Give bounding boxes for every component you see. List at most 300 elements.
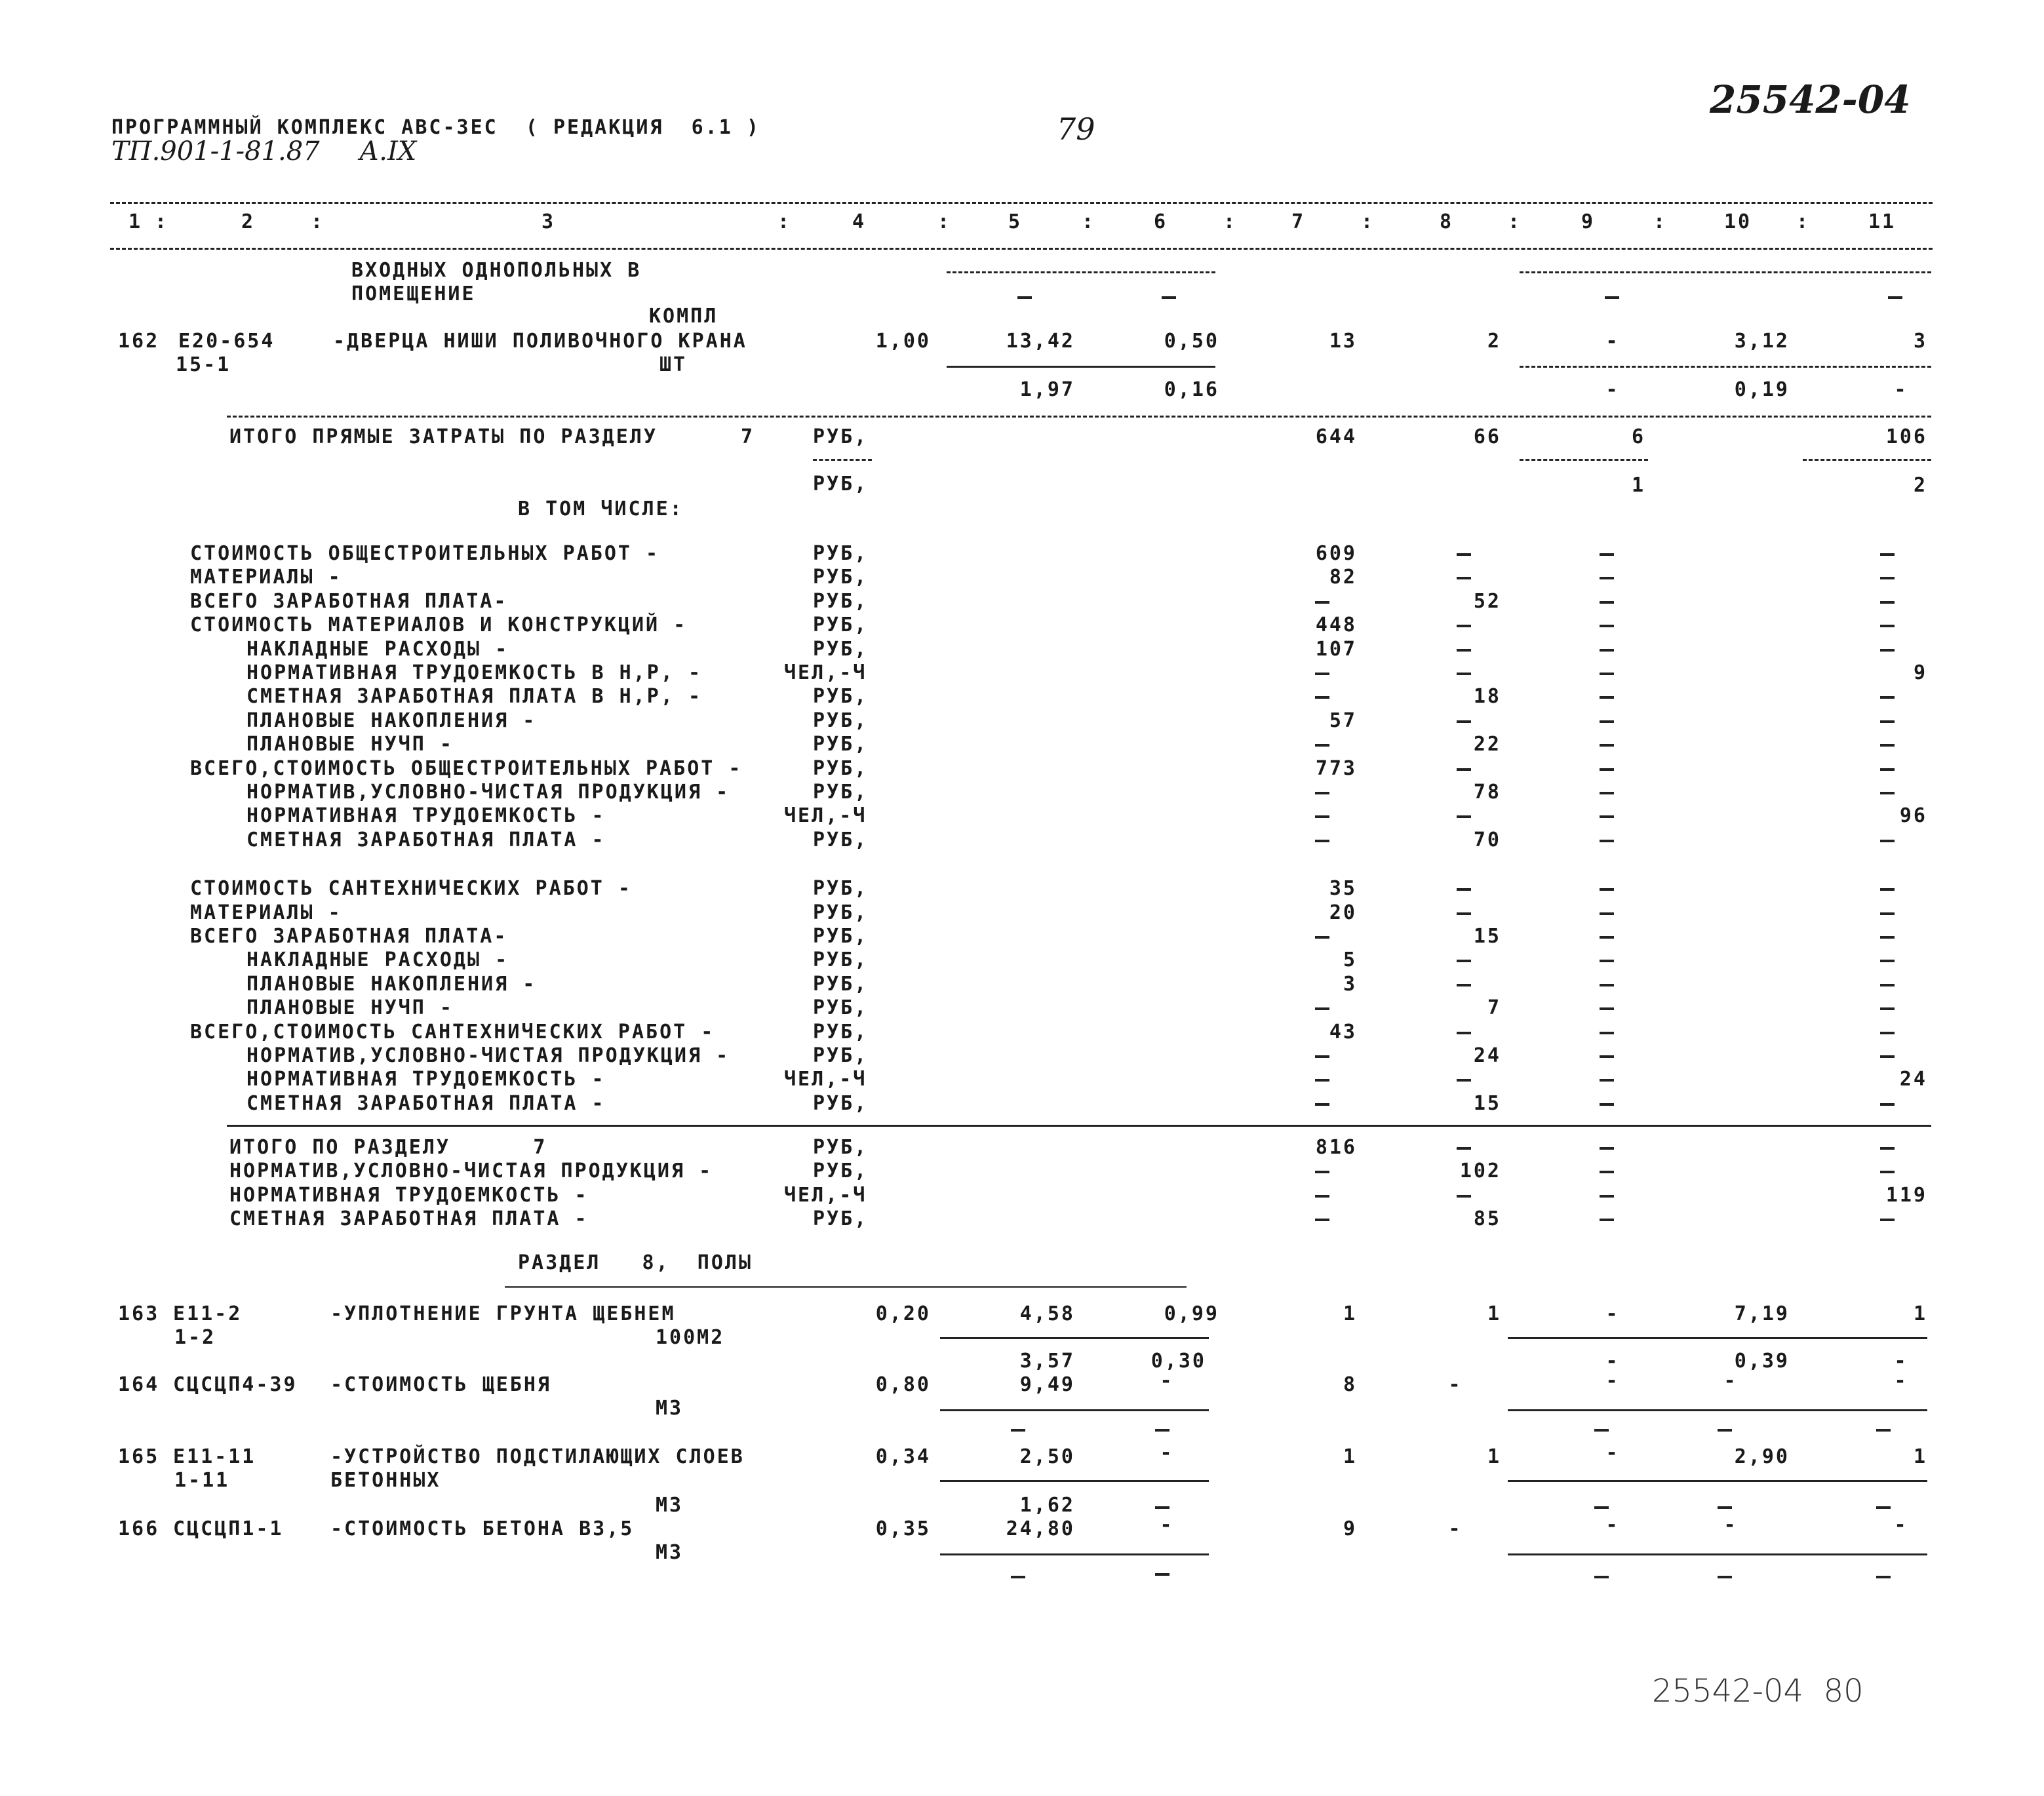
breakdown-label: ВСЕГО,СТОИМОСТЬ ОБЩЕСТРОИТЕЛЬНЫХ РАБОТ - <box>190 756 743 780</box>
subtotal-rule <box>1508 1480 1927 1482</box>
cell-c9: - <box>1605 1513 1620 1536</box>
dash-mark <box>1600 577 1614 579</box>
breakdown-label: НАКЛАДНЫЕ РАСХОДЫ - <box>246 948 509 972</box>
cell-c6: - <box>1160 1441 1174 1464</box>
dash-mark <box>1880 1171 1895 1173</box>
rate-code: 1-11 <box>174 1469 230 1492</box>
dash-mark <box>1011 1576 1025 1578</box>
dash-mark <box>1315 936 1329 939</box>
dash-mark <box>1880 792 1895 794</box>
unit-label: РУБ, <box>813 1044 869 1067</box>
work-name: -УПЛОТНЕНИЕ ГРУНТА ЩЕБНЕМ <box>330 1302 676 1325</box>
subtotal-rule <box>940 1553 1209 1555</box>
dash-mark <box>1600 1147 1614 1150</box>
subtotal-rule <box>940 1409 1209 1411</box>
section-title: РАЗДЕЛ 8, ПОЛЫ <box>518 1251 753 1274</box>
dash-mark <box>1457 912 1471 915</box>
dash-mark <box>1880 888 1895 891</box>
cell-c11: 3 <box>1913 330 1927 353</box>
breakdown-label: СТОИМОСТЬ МАТЕРИАЛОВ И КОНСТРУКЦИЙ - <box>190 614 688 637</box>
subtotal-rule <box>1520 366 1931 368</box>
total-direct-costs-label: ИТОГО ПРЯМЫЕ ЗАТРАТЫ ПО РАЗДЕЛУ <box>229 425 658 448</box>
rate-code: СЦСЦП4-39 <box>173 1373 298 1396</box>
work-name: -СТОИМОСТЬ ЩЕБНЯ <box>330 1373 551 1396</box>
rate-code: Е20-654 <box>178 330 275 353</box>
dash-mark <box>1600 768 1614 771</box>
dash-mark <box>1880 768 1895 771</box>
unit-label: РУБ, <box>813 637 869 661</box>
quantity: 1,00 <box>875 330 931 353</box>
column-number-11: 11 <box>1868 210 1897 233</box>
cell-c8: 102 <box>1459 1160 1501 1183</box>
continued-text-line: ВХОДНЫХ ОДНОПОЛЬНЫХ В <box>351 259 642 282</box>
work-name: -УСТРОЙСТВО ПОДСТИЛАЮЩИХ СЛОЕВ <box>330 1445 745 1468</box>
unit-label: РУБ, <box>813 733 869 756</box>
breakdown-label: ПЛАНОВЫЕ НАКОПЛЕНИЯ - <box>246 972 537 996</box>
quantity: 0,20 <box>875 1302 931 1325</box>
cell-c9: - <box>1605 1441 1620 1464</box>
row-number: 162 <box>118 330 160 353</box>
dash-mark <box>1888 296 1902 299</box>
cell-c7: 1 <box>1343 1445 1357 1468</box>
cell-c11: 1 <box>1913 1302 1927 1325</box>
cell-c10: 3,12 <box>1734 330 1790 353</box>
project-code: ТП.901-1-81.87 <box>111 136 320 166</box>
column-separator: : <box>1082 210 1096 233</box>
unit-label: РУБ, <box>813 781 869 804</box>
dash-mark <box>1600 625 1614 627</box>
cell-c7: 5 <box>1343 948 1357 972</box>
cell-c7: 448 <box>1315 614 1357 637</box>
dash-mark <box>1876 1429 1891 1432</box>
cell-c11: 9 <box>1913 661 1927 684</box>
dash-mark <box>1600 649 1614 652</box>
breakdown-label: МАТЕРИАЛЫ - <box>190 566 342 589</box>
dash-mark <box>1017 296 1032 299</box>
dash-mark <box>1600 1055 1614 1058</box>
unit-label: ЧЕЛ,-Ч <box>784 1183 867 1207</box>
breakdown-label: ВСЕГО ЗАРАБОТНАЯ ПЛАТА- <box>190 589 508 613</box>
rate-code: Е11-11 <box>173 1445 256 1468</box>
cell-c10-labor: 0,19 <box>1734 378 1790 401</box>
column-separator: : <box>777 210 792 233</box>
dash-mark <box>1600 936 1614 939</box>
column-number-3: 3 <box>541 210 556 233</box>
cell-c8: - <box>1448 1373 1463 1396</box>
subtotal-rule <box>1508 1409 1927 1411</box>
dash-mark <box>1880 984 1895 986</box>
dash-mark <box>1011 1429 1025 1432</box>
cell-c6: 0,50 <box>1164 330 1219 353</box>
cell-c7: 609 <box>1315 542 1357 565</box>
subtotal-rule <box>1508 1553 1927 1555</box>
header-top-rule <box>110 202 1933 204</box>
cell-c5: 13,42 <box>1006 330 1075 353</box>
cell-c8: 22 <box>1473 733 1501 756</box>
dash-mark <box>1457 888 1471 891</box>
cell-c10: 7,19 <box>1734 1302 1790 1325</box>
cell-c11: 96 <box>1899 804 1927 828</box>
cell-c8: 15 <box>1473 925 1501 948</box>
dash-mark <box>1315 673 1329 675</box>
quantity: 0,34 <box>875 1445 931 1468</box>
dash-mark <box>1315 1195 1329 1198</box>
breakdown-label: НАКЛАДНЫЕ РАСХОДЫ - <box>246 637 509 661</box>
cell-c9: - <box>1605 1369 1620 1392</box>
column-number-6: 6 <box>1154 210 1168 233</box>
dash-mark <box>1880 912 1895 915</box>
subtotal-rule <box>940 1480 1209 1482</box>
dash-mark <box>1162 296 1176 299</box>
dash-mark <box>1880 744 1895 747</box>
breakdown-label: НОРМАТИВ,УСЛОВНО-ЧИСТАЯ ПРОДУКЦИЯ - <box>246 1044 730 1067</box>
dash-mark <box>1600 553 1614 556</box>
dash-mark <box>1600 1007 1614 1010</box>
subtotal-rule <box>1508 1337 1927 1339</box>
dash-mark <box>1600 792 1614 794</box>
unit-label: РУБ, <box>813 1091 869 1115</box>
column-separator: : <box>1653 210 1668 233</box>
cell-c8: 15 <box>1473 1091 1501 1115</box>
column-separator: : <box>937 210 952 233</box>
dash-mark <box>1315 1103 1329 1106</box>
unit-label: РУБ, <box>813 425 869 448</box>
cell-c8: 24 <box>1473 1044 1501 1067</box>
dash-mark <box>1315 1079 1329 1082</box>
dash-mark <box>1457 673 1471 675</box>
cell-c5: 2,50 <box>1019 1445 1075 1468</box>
breakdown-label: ПЛАНОВЫЕ НУЧП - <box>246 733 454 756</box>
dash-mark <box>1880 625 1895 627</box>
column-separator: : <box>155 210 169 233</box>
cell-c5-labor: 3,57 <box>1019 1350 1075 1373</box>
cell-c9-labor: 1 <box>1631 474 1645 497</box>
cell-c7: 8 <box>1343 1373 1357 1396</box>
dash-mark <box>1457 1079 1471 1082</box>
cell-c7: 1 <box>1343 1302 1357 1325</box>
dash-mark <box>1457 720 1471 723</box>
cell-c11-labor: - <box>1894 378 1908 401</box>
cell-c6: 0,99 <box>1164 1302 1219 1325</box>
cell-c7: 43 <box>1329 1020 1357 1044</box>
cell-c5: 4,58 <box>1019 1302 1075 1325</box>
dash-mark <box>1880 1147 1895 1150</box>
cell-c8: 70 <box>1473 828 1501 851</box>
cell-c7: 20 <box>1329 901 1357 924</box>
cell-c6: - <box>1160 1369 1174 1392</box>
dash-mark <box>1600 601 1614 604</box>
cell-c11: 106 <box>1885 425 1927 448</box>
dash-mark <box>1880 1007 1895 1010</box>
unit-label: РУБ, <box>813 972 869 996</box>
unit-label: КОМПЛ <box>649 305 718 328</box>
cell-c8: 85 <box>1473 1207 1501 1231</box>
dash-mark <box>1600 696 1614 699</box>
subtotal-rule <box>1520 271 1931 273</box>
section-total-label: НОРМАТИВ,УСЛОВНО-ЧИСТАЯ ПРОДУКЦИЯ - <box>229 1160 713 1183</box>
section-total-label: СМЕТНАЯ ЗАРАБОТНАЯ ПЛАТА - <box>229 1207 589 1231</box>
column-number-2: 2 <box>241 210 256 233</box>
dash-mark <box>1880 1219 1895 1221</box>
dash-mark <box>1457 1195 1471 1198</box>
row-number: 163 <box>118 1302 160 1325</box>
dash-mark <box>1594 1576 1609 1578</box>
footer-doc-note: 25542-04 80 <box>1652 1673 1864 1709</box>
subtotal-rule <box>940 1337 1209 1339</box>
cell-c7: 57 <box>1329 709 1357 732</box>
cell-c9: - <box>1605 330 1620 353</box>
cell-c9: - <box>1605 1302 1620 1325</box>
unit-label: 100М2 <box>656 1326 725 1349</box>
dash-mark <box>1876 1576 1891 1578</box>
cell-c5: 9,49 <box>1019 1373 1075 1396</box>
cell-c8: 1 <box>1487 1302 1501 1325</box>
quantity: 0,35 <box>875 1517 931 1540</box>
breakdown-label: НОРМАТИВНАЯ ТРУДОЕМКОСТЬ В Н,Р, - <box>246 661 703 684</box>
dash-mark <box>1457 625 1471 627</box>
row-number: 165 <box>118 1445 160 1468</box>
cell-c7: 35 <box>1329 877 1357 901</box>
column-separator: : <box>1223 210 1238 233</box>
column-number-10: 10 <box>1724 210 1752 233</box>
unit-label: ЧЕЛ,-Ч <box>784 804 867 828</box>
cell-c11: - <box>1894 1369 1908 1392</box>
quantity: 0,80 <box>875 1373 931 1396</box>
breakdown-label: МАТЕРИАЛЫ - <box>190 901 342 924</box>
section-title-rule <box>505 1286 1187 1288</box>
dash-mark <box>1155 1429 1169 1432</box>
column-number-9: 9 <box>1581 210 1596 233</box>
rate-code: 1-2 <box>174 1326 216 1349</box>
breakdown-label: ВСЕГО ЗАРАБОТНАЯ ПЛАТА- <box>190 925 508 948</box>
column-separator: : <box>311 210 325 233</box>
column-separator: : <box>1796 210 1811 233</box>
dash-mark <box>1880 840 1895 842</box>
dash-mark <box>1880 720 1895 723</box>
unit-label: РУБ, <box>813 566 869 589</box>
dash-mark <box>1600 1171 1614 1173</box>
dash-mark <box>1315 696 1329 699</box>
cell-c8: 52 <box>1473 589 1501 613</box>
dash-mark <box>1600 815 1614 818</box>
dash-mark <box>1315 601 1329 604</box>
dash-mark <box>1600 1079 1614 1082</box>
cell-c8: 7 <box>1487 996 1501 1020</box>
dash-mark <box>1600 1103 1614 1106</box>
unit-label: РУБ, <box>813 901 869 924</box>
dash-mark <box>1457 984 1471 986</box>
cell-c10: - <box>1723 1513 1738 1536</box>
column-separator: : <box>1508 210 1522 233</box>
breakdown-label: СМЕТНАЯ ЗАРАБОТНАЯ ПЛАТА В Н,Р, - <box>246 685 703 709</box>
dash-mark <box>1600 984 1614 986</box>
breakdown-label: СМЕТНАЯ ЗАРАБОТНАЯ ПЛАТА - <box>246 828 606 851</box>
breakdown-label: НОРМАТИВНАЯ ТРУДОЕМКОСТЬ - <box>246 804 606 828</box>
dash-mark <box>1155 1506 1169 1509</box>
unit-label: РУБ, <box>813 709 869 732</box>
dash-mark <box>1315 1219 1329 1221</box>
cell-c8: 66 <box>1473 425 1501 448</box>
subtotal-rule <box>947 271 1215 273</box>
dash-mark <box>1880 960 1895 962</box>
dash-mark <box>1457 1147 1471 1150</box>
dash-mark <box>1880 553 1895 556</box>
rate-code: СЦСЦП1-1 <box>173 1517 284 1540</box>
unit-label: М3 <box>656 1494 684 1517</box>
program-header: ПРОГРАММНЫЙ КОМПЛЕКС АВС-3ЕС ( РЕДАКЦИЯ 6.1 ) <box>111 116 760 139</box>
cell-c9-labor: - <box>1605 1350 1620 1373</box>
dash-mark <box>1600 888 1614 891</box>
cell-c7: 816 <box>1315 1136 1357 1159</box>
breakdown-label: СТОИМОСТЬ ОБЩЕСТРОИТЕЛЬНЫХ РАБОТ - <box>190 542 660 565</box>
page-number: 79 <box>1057 111 1095 147</box>
cell-c6-labor: 0,30 <box>1150 1350 1206 1373</box>
unit-label: РУБ, <box>813 1136 869 1159</box>
section-num: 7 <box>741 425 755 448</box>
breakdown-label: ПЛАНОВЫЕ НАКОПЛЕНИЯ - <box>246 709 537 732</box>
dash-mark <box>1315 1055 1329 1058</box>
dash-mark <box>1600 1032 1614 1034</box>
dash-mark <box>1315 840 1329 842</box>
header-bottom-rule <box>110 248 1933 250</box>
dash-mark <box>1155 1573 1169 1576</box>
dash-mark <box>1315 1171 1329 1173</box>
cell-c10-labor: 0,39 <box>1734 1350 1790 1373</box>
dash-mark <box>1600 673 1614 675</box>
dash-mark <box>1600 744 1614 747</box>
cell-c11-labor: 2 <box>1913 474 1927 497</box>
unit-label: М3 <box>656 1541 684 1564</box>
dash-mark <box>1880 696 1895 699</box>
breakdown-label: СТОИМОСТЬ САНТЕХНИЧЕСКИХ РАБОТ - <box>190 877 632 901</box>
unit-label: М3 <box>656 1397 684 1420</box>
dash-mark <box>1600 840 1614 842</box>
column-number-5: 5 <box>1008 210 1023 233</box>
cell-c7: 107 <box>1315 637 1357 661</box>
including-label: В ТОМ ЧИСЛЕ: <box>518 498 684 520</box>
cell-c8: 2 <box>1487 330 1501 353</box>
dash-mark <box>1457 577 1471 579</box>
dash-mark <box>1457 768 1471 771</box>
work-name: БЕТОННЫХ <box>330 1469 441 1492</box>
dash-mark <box>1457 1032 1471 1034</box>
unit-label: РУБ, <box>813 996 869 1020</box>
column-number-8: 8 <box>1440 210 1454 233</box>
cell-c7: 3 <box>1343 972 1357 996</box>
dash-mark <box>1600 960 1614 962</box>
cell-c7: 644 <box>1315 425 1357 448</box>
cell-c6: - <box>1160 1513 1174 1536</box>
dash-mark <box>1594 1429 1609 1432</box>
dash-mark <box>1315 792 1329 794</box>
dash-mark <box>1457 553 1471 556</box>
breakdown-label: СМЕТНАЯ ЗАРАБОТНАЯ ПЛАТА - <box>246 1091 606 1115</box>
column-separator: : <box>1361 210 1375 233</box>
dash-mark <box>1315 815 1329 818</box>
dash-mark <box>1315 744 1329 747</box>
cell-c5-labor: 1,97 <box>1019 378 1075 401</box>
breakdown-label: ПЛАНОВЫЕ НУЧП - <box>246 996 454 1020</box>
dash-mark <box>1880 649 1895 652</box>
dash-mark <box>1880 936 1895 939</box>
section-rule <box>227 416 1931 418</box>
work-name: -ДВЕРЦА НИШИ ПОЛИВОЧНОГО КРАНА <box>333 330 747 353</box>
subtotal-rule <box>813 459 872 461</box>
row-number: 164 <box>118 1373 160 1396</box>
dash-mark <box>1876 1506 1891 1509</box>
breakdown-label: НОРМАТИВ,УСЛОВНО-ЧИСТАЯ ПРОДУКЦИЯ - <box>246 781 730 804</box>
unit-label: РУБ, <box>813 473 869 496</box>
subtotal-rule <box>1803 459 1931 461</box>
dash-mark <box>1594 1506 1609 1509</box>
dash-mark <box>1600 912 1614 915</box>
cell-c5: 24,80 <box>1006 1517 1075 1540</box>
cell-c8: - <box>1448 1517 1463 1540</box>
dash-mark <box>1880 1055 1895 1058</box>
cell-c6-labor: 0,16 <box>1164 378 1219 401</box>
dash-mark <box>1718 1429 1732 1432</box>
unit-label: РУБ, <box>813 685 869 709</box>
cell-c11: 24 <box>1899 1068 1927 1091</box>
column-number-7: 7 <box>1291 210 1306 233</box>
dash-mark <box>1315 1007 1329 1010</box>
document-number: 25542-04 <box>1710 77 1911 122</box>
unit-label: РУБ, <box>813 614 869 637</box>
unit-label: РУБ, <box>813 589 869 613</box>
dash-mark <box>1457 815 1471 818</box>
cell-c7: 82 <box>1329 566 1357 589</box>
breakdown-label: НОРМАТИВНАЯ ТРУДОЕМКОСТЬ - <box>246 1068 606 1091</box>
cell-c10: - <box>1723 1369 1738 1392</box>
cell-c8: 18 <box>1473 685 1501 709</box>
dash-mark <box>1457 649 1471 652</box>
cell-c7: 9 <box>1343 1517 1357 1540</box>
subtotal-rule <box>947 366 1215 368</box>
column-number-1: 1 <box>128 210 143 233</box>
cell-c7: 13 <box>1329 330 1357 353</box>
cell-c11-labor: - <box>1894 1350 1908 1373</box>
cell-c7: 773 <box>1315 756 1357 780</box>
unit-label: РУБ, <box>813 948 869 972</box>
dash-mark <box>1600 720 1614 723</box>
album-code: А.IX <box>359 136 417 166</box>
cell-c9: 6 <box>1631 425 1645 448</box>
dash-mark <box>1718 1506 1732 1509</box>
rate-code: 15-1 <box>176 353 231 376</box>
cell-c8: 78 <box>1473 781 1501 804</box>
dash-mark <box>1605 296 1619 299</box>
unit-label: ЧЕЛ,-Ч <box>784 661 867 684</box>
dash-mark <box>1600 1195 1614 1198</box>
unit-label: РУБ, <box>813 542 869 565</box>
unit-label: РУБ, <box>813 877 869 901</box>
cell-c11: 119 <box>1885 1183 1927 1207</box>
dash-mark <box>1880 1032 1895 1034</box>
unit-label: РУБ, <box>813 1020 869 1044</box>
unit-label: РУБ, <box>813 925 869 948</box>
breakdown-label: ВСЕГО,СТОИМОСТЬ САНТЕХНИЧЕСКИХ РАБОТ - <box>190 1020 715 1044</box>
cell-c10: 2,90 <box>1734 1445 1790 1468</box>
unit-label: ЧЕЛ,-Ч <box>784 1068 867 1091</box>
dash-mark <box>1718 1576 1732 1578</box>
section-rule <box>227 1125 1931 1127</box>
section-total-label: НОРМАТИВНАЯ ТРУДОЕМКОСТЬ - <box>229 1183 589 1207</box>
cell-c11: - <box>1894 1513 1908 1536</box>
cell-c5-labor: 1,62 <box>1019 1494 1075 1517</box>
subtotal-rule <box>1520 459 1648 461</box>
row-number: 166 <box>118 1517 160 1540</box>
dash-mark <box>1457 960 1471 962</box>
